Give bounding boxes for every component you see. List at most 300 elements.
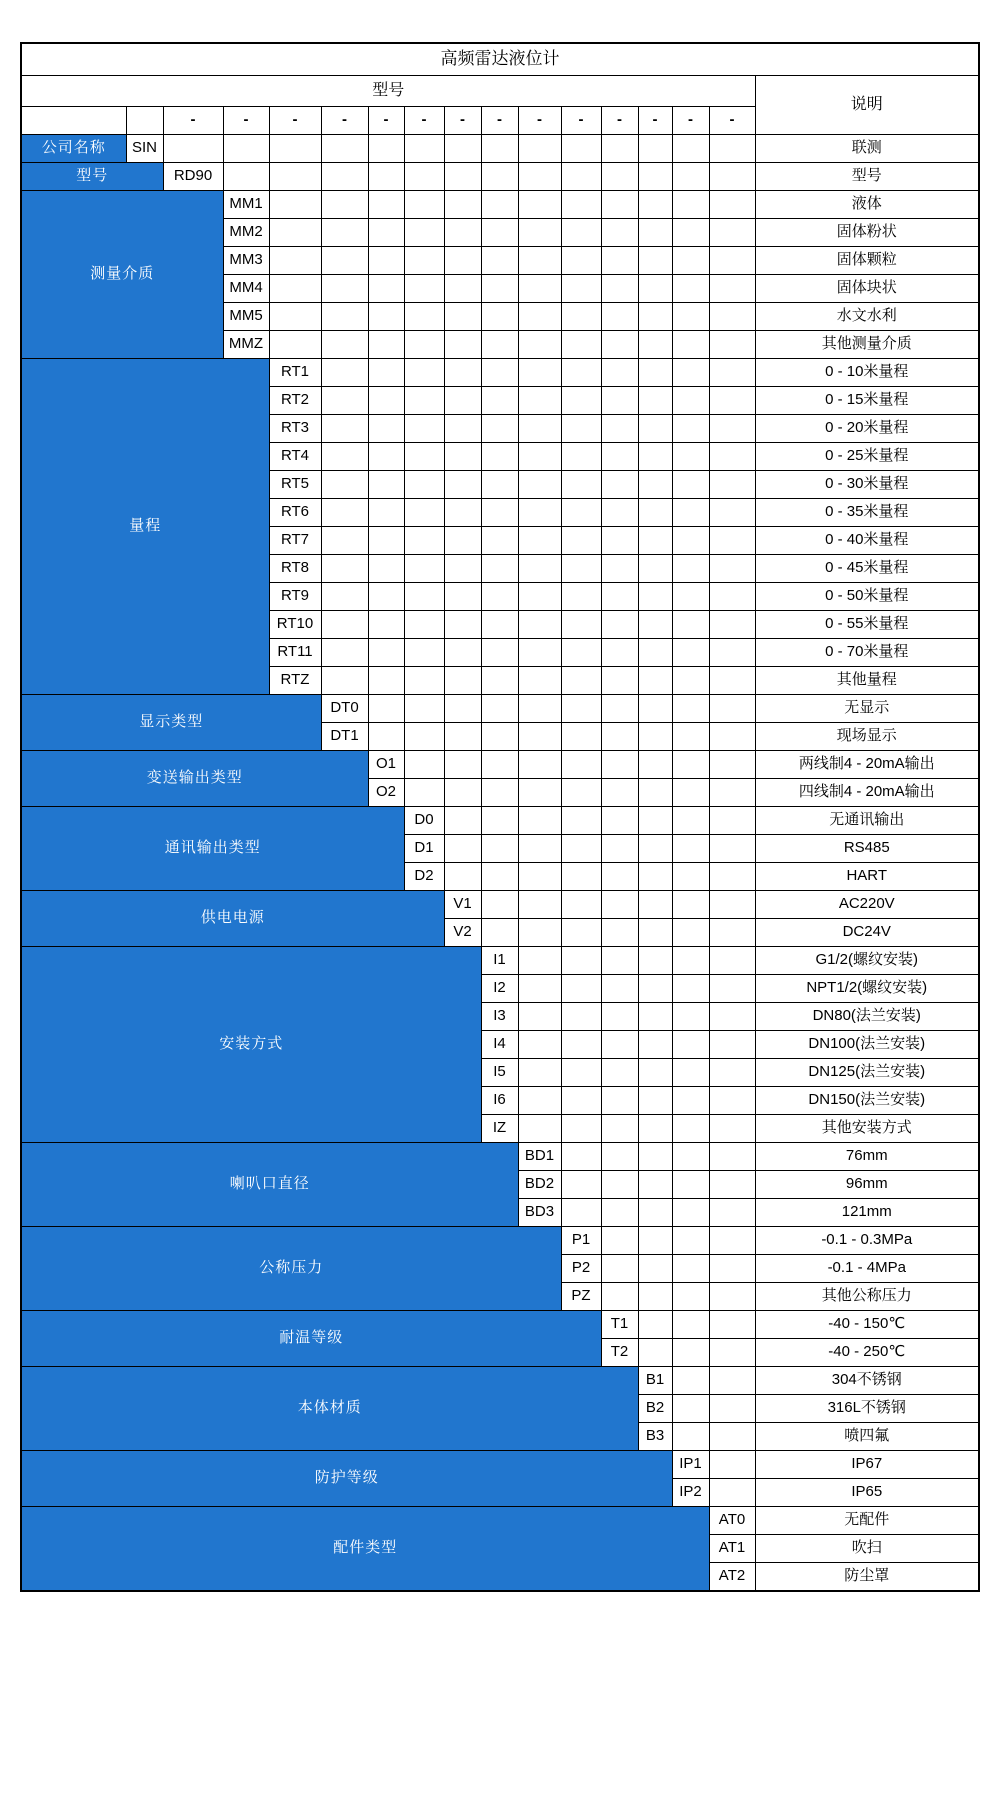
empty-cell — [561, 1199, 601, 1227]
empty-cell — [321, 443, 368, 471]
empty-cell — [444, 611, 481, 639]
empty-cell — [368, 723, 404, 751]
empty-cell — [638, 1003, 672, 1031]
code-cell: AT0 — [709, 1507, 755, 1535]
code-cell: RT6 — [269, 499, 321, 527]
empty-cell — [709, 1087, 755, 1115]
empty-cell — [709, 1003, 755, 1031]
empty-cell — [561, 1031, 601, 1059]
empty-cell — [601, 359, 638, 387]
page-title: 高频雷达液位计 — [21, 43, 979, 76]
category-cell: 测量介质 — [21, 191, 223, 359]
description-cell: 固体颗粒 — [755, 247, 979, 275]
empty-cell — [638, 1059, 672, 1087]
empty-cell — [672, 1031, 709, 1059]
empty-cell — [269, 303, 321, 331]
empty-cell — [321, 359, 368, 387]
empty-cell — [672, 1367, 709, 1395]
empty-cell — [481, 331, 518, 359]
empty-cell — [638, 1227, 672, 1255]
empty-cell — [638, 331, 672, 359]
code-cell: RT1 — [269, 359, 321, 387]
empty-cell — [638, 191, 672, 219]
empty-cell — [404, 611, 444, 639]
empty-cell — [601, 1171, 638, 1199]
empty-cell — [481, 303, 518, 331]
empty-cell — [709, 1311, 755, 1339]
empty-cell — [709, 751, 755, 779]
empty-cell — [601, 695, 638, 723]
empty-cell — [368, 695, 404, 723]
description-cell: -0.1 - 0.3MPa — [755, 1227, 979, 1255]
empty-cell — [601, 667, 638, 695]
code-cell: MM1 — [223, 191, 269, 219]
table-row — [21, 807, 979, 835]
empty-cell — [672, 471, 709, 499]
empty-cell — [321, 135, 368, 163]
empty-cell — [481, 163, 518, 191]
empty-cell — [672, 275, 709, 303]
code-cell: I4 — [481, 1031, 518, 1059]
empty-cell — [321, 499, 368, 527]
empty-cell — [518, 583, 561, 611]
description-cell: 联测 — [755, 135, 979, 163]
empty-cell — [368, 471, 404, 499]
empty-cell — [518, 275, 561, 303]
code-cell: I1 — [481, 947, 518, 975]
empty-cell — [709, 695, 755, 723]
code-cell: BD2 — [518, 1171, 561, 1199]
empty-cell — [672, 583, 709, 611]
empty-cell — [601, 1003, 638, 1031]
empty-cell — [444, 471, 481, 499]
empty-cell — [269, 275, 321, 303]
empty-cell — [638, 1143, 672, 1171]
empty-cell — [561, 415, 601, 443]
code-cell: RT10 — [269, 611, 321, 639]
empty-cell — [321, 219, 368, 247]
empty-cell — [638, 1087, 672, 1115]
empty-cell — [638, 359, 672, 387]
empty-cell — [638, 443, 672, 471]
code-cell: BD1 — [518, 1143, 561, 1171]
empty-cell — [561, 499, 601, 527]
empty-cell — [481, 555, 518, 583]
empty-cell — [601, 1031, 638, 1059]
code-cell: B3 — [638, 1423, 672, 1451]
empty-cell — [444, 331, 481, 359]
empty-cell — [518, 219, 561, 247]
empty-cell — [709, 639, 755, 667]
empty-cell — [561, 1087, 601, 1115]
empty-cell — [709, 247, 755, 275]
empty-cell — [321, 611, 368, 639]
code-cell: SIN — [126, 135, 163, 163]
code-cell: RT4 — [269, 443, 321, 471]
table-row — [21, 947, 979, 975]
code-cell: BD3 — [518, 1199, 561, 1227]
empty-cell — [404, 219, 444, 247]
empty-cell — [561, 723, 601, 751]
empty-cell — [321, 387, 368, 415]
empty-cell — [601, 863, 638, 891]
empty-cell — [561, 667, 601, 695]
empty-cell — [444, 443, 481, 471]
empty-cell — [404, 331, 444, 359]
description-cell: 316L不锈钢 — [755, 1395, 979, 1423]
empty-cell — [518, 1115, 561, 1143]
table-row — [21, 1143, 979, 1171]
description-cell: 76mm — [755, 1143, 979, 1171]
empty-cell — [368, 443, 404, 471]
table-row — [21, 191, 979, 219]
empty-cell — [404, 415, 444, 443]
empty-cell — [709, 471, 755, 499]
empty-cell — [481, 583, 518, 611]
empty-cell — [601, 1087, 638, 1115]
empty-cell — [561, 891, 601, 919]
empty-cell — [672, 1199, 709, 1227]
empty-cell — [21, 107, 126, 135]
empty-cell — [404, 163, 444, 191]
empty-cell — [368, 163, 404, 191]
empty-cell — [444, 163, 481, 191]
code-cell: RT8 — [269, 555, 321, 583]
empty-cell — [321, 303, 368, 331]
empty-cell — [709, 331, 755, 359]
empty-cell — [321, 163, 368, 191]
empty-cell — [481, 723, 518, 751]
category-cell: 型号 — [21, 163, 163, 191]
category-cell: 显示类型 — [21, 695, 321, 751]
empty-cell — [404, 695, 444, 723]
empty-cell — [672, 359, 709, 387]
empty-cell — [368, 191, 404, 219]
empty-cell — [672, 1339, 709, 1367]
empty-cell — [518, 723, 561, 751]
empty-cell — [709, 779, 755, 807]
empty-cell — [404, 359, 444, 387]
empty-cell — [601, 1143, 638, 1171]
empty-cell — [518, 779, 561, 807]
empty-cell — [444, 275, 481, 303]
description-cell: 96mm — [755, 1171, 979, 1199]
empty-cell — [321, 247, 368, 275]
empty-cell — [672, 247, 709, 275]
empty-cell — [709, 1283, 755, 1311]
description-cell: 两线制4 - 20mA输出 — [755, 751, 979, 779]
code-cell: D0 — [404, 807, 444, 835]
empty-cell — [638, 723, 672, 751]
empty-cell — [444, 415, 481, 443]
empty-cell — [709, 275, 755, 303]
description-cell: HART — [755, 863, 979, 891]
category-cell: 变送输出类型 — [21, 751, 368, 807]
empty-cell — [709, 723, 755, 751]
table-row — [21, 1451, 979, 1479]
code-cell: RTZ — [269, 667, 321, 695]
dash-cell: - — [561, 107, 601, 135]
empty-cell — [404, 555, 444, 583]
table-row — [21, 1311, 979, 1339]
empty-cell — [561, 275, 601, 303]
empty-cell — [481, 667, 518, 695]
empty-cell — [368, 527, 404, 555]
description-cell: NPT1/2(螺纹安装) — [755, 975, 979, 1003]
description-cell: 吹扫 — [755, 1535, 979, 1563]
dash-cell: - — [269, 107, 321, 135]
code-cell: I6 — [481, 1087, 518, 1115]
empty-cell — [638, 667, 672, 695]
empty-cell — [518, 835, 561, 863]
description-cell: 无配件 — [755, 1507, 979, 1535]
empty-cell — [481, 779, 518, 807]
code-cell: P2 — [561, 1255, 601, 1283]
empty-cell — [561, 583, 601, 611]
model-selection-table — [20, 42, 980, 1592]
description-cell: 其他测量介质 — [755, 331, 979, 359]
empty-cell — [638, 1115, 672, 1143]
model-header: 型号 — [21, 76, 755, 107]
description-cell: 0 - 10米量程 — [755, 359, 979, 387]
empty-cell — [404, 667, 444, 695]
empty-cell — [368, 303, 404, 331]
empty-cell — [444, 807, 481, 835]
empty-cell — [638, 275, 672, 303]
code-cell: P1 — [561, 1227, 601, 1255]
empty-cell — [672, 1171, 709, 1199]
description-cell: 型号 — [755, 163, 979, 191]
empty-cell — [638, 751, 672, 779]
code-cell: I5 — [481, 1059, 518, 1087]
table-row — [21, 163, 979, 191]
description-cell: RS485 — [755, 835, 979, 863]
empty-cell — [561, 303, 601, 331]
empty-cell — [709, 975, 755, 1003]
empty-cell — [518, 499, 561, 527]
empty-cell — [601, 611, 638, 639]
category-cell: 配件类型 — [21, 1507, 709, 1592]
empty-cell — [404, 387, 444, 415]
empty-cell — [561, 779, 601, 807]
empty-cell — [709, 835, 755, 863]
table-row — [21, 1227, 979, 1255]
code-cell: V2 — [444, 919, 481, 947]
code-cell: RT2 — [269, 387, 321, 415]
empty-cell — [269, 191, 321, 219]
empty-cell — [481, 275, 518, 303]
empty-cell — [601, 835, 638, 863]
empty-cell — [709, 135, 755, 163]
description-cell: 现场显示 — [755, 723, 979, 751]
empty-cell — [709, 1367, 755, 1395]
empty-cell — [638, 639, 672, 667]
empty-cell — [601, 219, 638, 247]
empty-cell — [672, 1059, 709, 1087]
empty-cell — [672, 191, 709, 219]
empty-cell — [601, 583, 638, 611]
empty-cell — [518, 387, 561, 415]
empty-cell — [672, 639, 709, 667]
empty-cell — [518, 1003, 561, 1031]
empty-cell — [601, 919, 638, 947]
empty-cell — [672, 219, 709, 247]
empty-cell — [321, 191, 368, 219]
description-cell: 0 - 30米量程 — [755, 471, 979, 499]
empty-cell — [709, 359, 755, 387]
empty-cell — [672, 1143, 709, 1171]
empty-cell — [601, 555, 638, 583]
empty-cell — [269, 331, 321, 359]
empty-cell — [518, 639, 561, 667]
empty-cell — [518, 247, 561, 275]
empty-cell — [672, 779, 709, 807]
empty-cell — [561, 387, 601, 415]
empty-cell — [481, 835, 518, 863]
empty-cell — [269, 219, 321, 247]
empty-cell — [444, 639, 481, 667]
dash-cell: - — [321, 107, 368, 135]
empty-cell — [444, 191, 481, 219]
empty-cell — [601, 471, 638, 499]
empty-cell — [601, 387, 638, 415]
empty-cell — [709, 219, 755, 247]
empty-cell — [672, 611, 709, 639]
empty-cell — [709, 499, 755, 527]
dash-cell: - — [518, 107, 561, 135]
empty-cell — [444, 695, 481, 723]
empty-cell — [561, 863, 601, 891]
empty-cell — [709, 415, 755, 443]
description-cell: 固体粉状 — [755, 219, 979, 247]
empty-cell — [444, 499, 481, 527]
code-cell: IZ — [481, 1115, 518, 1143]
empty-cell — [601, 723, 638, 751]
description-cell: 0 - 20米量程 — [755, 415, 979, 443]
description-cell: DN150(法兰安装) — [755, 1087, 979, 1115]
empty-cell — [709, 1171, 755, 1199]
empty-cell — [601, 891, 638, 919]
empty-cell — [368, 275, 404, 303]
empty-cell — [601, 303, 638, 331]
dash-cell: - — [601, 107, 638, 135]
empty-cell — [561, 975, 601, 1003]
empty-cell — [638, 387, 672, 415]
empty-cell — [561, 135, 601, 163]
empty-cell — [561, 471, 601, 499]
description-cell: 固体块状 — [755, 275, 979, 303]
empty-cell — [404, 527, 444, 555]
empty-cell — [444, 583, 481, 611]
empty-cell — [672, 1255, 709, 1283]
description-cell: DN80(法兰安装) — [755, 1003, 979, 1031]
code-cell: I3 — [481, 1003, 518, 1031]
empty-cell — [561, 947, 601, 975]
empty-cell — [481, 639, 518, 667]
empty-cell — [709, 191, 755, 219]
empty-cell — [481, 527, 518, 555]
description-cell: 防尘罩 — [755, 1563, 979, 1592]
empty-cell — [481, 807, 518, 835]
empty-cell — [709, 1255, 755, 1283]
empty-cell — [709, 891, 755, 919]
description-cell: 喷四氟 — [755, 1423, 979, 1451]
description-cell: 0 - 15米量程 — [755, 387, 979, 415]
empty-cell — [709, 667, 755, 695]
empty-cell — [404, 499, 444, 527]
empty-cell — [638, 891, 672, 919]
empty-cell — [672, 1395, 709, 1423]
empty-cell — [368, 247, 404, 275]
description-cell: -40 - 150℃ — [755, 1311, 979, 1339]
description-cell: 其他量程 — [755, 667, 979, 695]
empty-cell — [672, 947, 709, 975]
empty-cell — [601, 331, 638, 359]
description-cell: 无显示 — [755, 695, 979, 723]
empty-cell — [368, 135, 404, 163]
dash-cell: - — [223, 107, 269, 135]
empty-cell — [561, 527, 601, 555]
empty-cell — [709, 1227, 755, 1255]
empty-cell — [672, 667, 709, 695]
empty-cell — [518, 807, 561, 835]
empty-cell — [601, 1059, 638, 1087]
description-header: 说明 — [755, 76, 979, 135]
empty-cell — [518, 1087, 561, 1115]
empty-cell — [223, 163, 269, 191]
empty-cell — [709, 1479, 755, 1507]
empty-cell — [321, 275, 368, 303]
empty-cell — [368, 415, 404, 443]
code-cell: RD90 — [163, 163, 223, 191]
description-cell: DN100(法兰安装) — [755, 1031, 979, 1059]
empty-cell — [561, 359, 601, 387]
empty-cell — [672, 751, 709, 779]
table-row — [21, 1367, 979, 1395]
code-cell: RT5 — [269, 471, 321, 499]
empty-cell — [601, 1199, 638, 1227]
empty-cell — [444, 359, 481, 387]
empty-cell — [481, 471, 518, 499]
description-cell: 0 - 55米量程 — [755, 611, 979, 639]
empty-cell — [444, 779, 481, 807]
table-row — [21, 891, 979, 919]
empty-cell — [561, 835, 601, 863]
category-cell: 通讯输出类型 — [21, 807, 404, 891]
empty-cell — [321, 527, 368, 555]
empty-cell — [481, 387, 518, 415]
empty-cell — [518, 891, 561, 919]
category-cell: 本体材质 — [21, 1367, 638, 1451]
empty-cell — [561, 1171, 601, 1199]
empty-cell — [638, 919, 672, 947]
empty-cell — [601, 807, 638, 835]
code-cell: O1 — [368, 751, 404, 779]
empty-cell — [518, 303, 561, 331]
code-cell: I2 — [481, 975, 518, 1003]
empty-cell — [368, 667, 404, 695]
code-cell: MM2 — [223, 219, 269, 247]
empty-cell — [444, 135, 481, 163]
empty-cell — [561, 611, 601, 639]
empty-cell — [368, 611, 404, 639]
empty-cell — [672, 1003, 709, 1031]
empty-cell — [481, 919, 518, 947]
empty-cell — [601, 947, 638, 975]
empty-cell — [561, 1115, 601, 1143]
code-cell: RT3 — [269, 415, 321, 443]
code-cell: T1 — [601, 1311, 638, 1339]
